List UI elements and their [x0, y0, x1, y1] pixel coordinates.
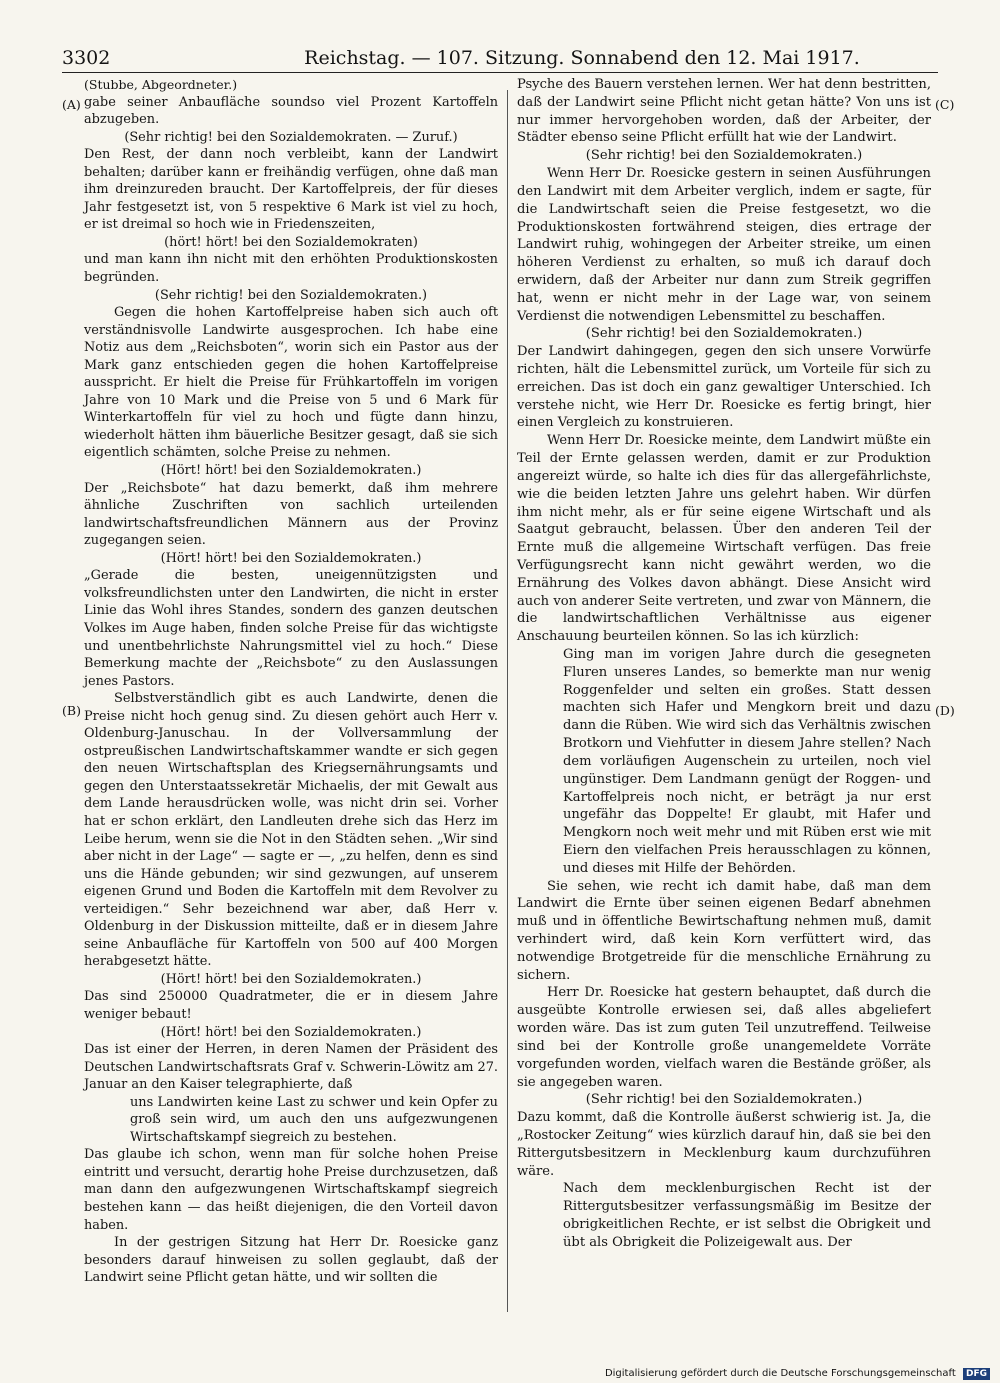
footer-text: Digitalisierung gefördert durch die Deutsche Forschungsgemeinschaft: [604, 1368, 956, 1379]
page-title: Reichstag. — 107. Sitzung. Sonnabend den 12. Mai 1917.: [304, 47, 860, 69]
paragraph: gabe seiner Anbaufläche soundso viel Prozent Kartoffeln abzugeben.: [84, 94, 498, 128]
paragraph: und man kann ihn nicht mit den erhöhten Produktionskosten begründen.: [84, 252, 498, 286]
paragraph: Psyche des Bauern verstehen lernen. Wer hat denn bestritten, daß der Landwirt seine Pflicht nicht getan hätte? Von uns ist nur immer hervorgehoben worden, daß der Arbeiter, der Städter ebenso seine Pflicht erfüllt hat wie der Landwirt.: [517, 77, 931, 146]
paragraph: Selbstverständlich gibt es auch Landwirte, denen die Preise nicht hoch genug sind. Zu diesen gehört auch Herr v. Oldenburg-Januschau. In der Vollversammlung der ostpreußischen Landwirtschaftskammer wandte er sich gegen den neuen Wirtschaftsplan des Kriegsernährungsamts und gegen den Unterstaatssekretär Michaelis, der mit Gewalt aus dem Lande herausdrücken wolle, was nicht drin sei. Vorher hat er schon erklärt, den Landleuten drehe sich das Herz im Leibe herum, wenn sie die Not in den Städten sehen. „Wir sind aber nicht in der Lage“ — sagte er —, „zu helfen, denn es sind uns die Hände gebunden; wir sind gezwungen, auf unserem eigenen Grund und Boden die Kartoffeln mit dem Revolver zu verteidigen.“ Sehr bezeichnend war aber, daß Herr v. Oldenburg in der Diskussion mitteilte, daß er in diesem Jahre seine Anbaufläche für Kartoffeln von 500 auf 400 Morgen herabgesetzt hätte.: [84, 691, 498, 970]
paragraph: (Hört! hört! bei den Sozialdemokraten.): [160, 971, 422, 987]
footer-credit: [560, 1368, 990, 1380]
paragraph: Der Landwirt dahingegen, gegen den sich unsere Vorwürfe richten, hält die Lebensmittel zurück, um Vorteile für sich zu erreichen. Das ist doch ein ganz gewaltiger Unterschied. Ich verstehe nicht, wie Herr Dr. Roesicke es fertig bringt, hier einen Vergleich zu konstruieren.: [517, 344, 931, 431]
paragraph: (Sehr richtig! bei den Sozialdemokraten. — Zuruf.): [124, 129, 458, 145]
dfg-logo: DFG: [963, 1368, 990, 1380]
margin-mark-b: (B): [62, 703, 81, 718]
paragraph: Herr Dr. Roesicke hat gestern behauptet, daß durch die ausgeübte Kontrolle erwiesen sei, daß alles abgeliefert worden wäre. Das ist zum guten Teil unzutreffend. Teilweise sind bei der Kontrolle große unangemeldete Vorräte vorgefunden worden, vielfach waren die Bestände größer, als sie angegeben waren.: [517, 985, 931, 1090]
margin-mark-c: (C): [935, 97, 955, 112]
margin-mark-d: (D): [935, 703, 955, 718]
paragraph: Sie sehen, wie recht ich damit habe, daß man dem Landwirt die Ernte über seinen eigenen Bedarf abnehmen muß und in öffentliche Bewirtschaftung nehmen muß, damit verhindert wird, daß kein Korn verfüttert wird, das notwendige Brotgetreide für die menschliche Ernährung zu sichern.: [517, 878, 931, 983]
paragraph: uns Landwirten keine Last zu schwer und kein Opfer zu groß sein wird, um auch den uns aufgezwungenen Wirtschaftskampf siegreich zu bestehen.: [130, 1094, 498, 1145]
paragraph: Das ist einer der Herren, in deren Namen der Präsident des Deutschen Landwirtschaftsrats Graf v. Schwerin-Löwitz am 27. Januar an den Kaiser telegraphierte, daß: [84, 1042, 499, 1093]
paragraph: Der „Reichsbote“ hat dazu bemerkt, daß ihm mehrere ähnliche Zuschriften von sachlich urteilenden landwirtschaftsfreundlichen Männern aus der Provinz zugegangen seien.: [84, 480, 498, 549]
paragraph: Gegen die hohen Kartoffelpreise haben sich auch oft verständnisvolle Landwirte ausgesprochen. Ich habe eine Notiz aus dem „Reichsboten“, worin sich ein Pastor aus der Mark ganz entschieden gegen die hohen Kartoffelpreise ausspricht. Er hielt die Preise für Frühkartoffeln im vorigen Jahre von 10 Mark und die Preise von 5 und 6 Mark für Winterkartoffeln für viel zu hoch und fügte dann hinzu, wiederholt hätten ihm bäuerliche Besitzer gesagt, daß sie sich eigentlich schämten, solche Preise zu nehmen.: [84, 305, 498, 461]
paragraph: Nach dem mecklenburgischen Recht ist der Rittergutsbesitzer verfassungsmäßig im Besitze der obrigkeitlichen Rechte, er ist selbst die Obrigkeit und übt als Obrigkeit die Polizeigewalt aus. Der: [563, 1181, 931, 1250]
paragraph: „Gerade die besten, uneigennützigsten und volksfreundlichsten unter den Landwirten, die nicht in erster Linie das Wohl ihres Standes, sondern des ganzen deutschen Volkes im Auge haben, finden solche Preise für das wichtigste und unentbehrlichste Nahrungsmittel viel zu hoch.“ Diese Bemerkung machte der „Reichsbote“ zu den Auslassungen jenes Pastors.: [84, 568, 498, 689]
paragraph: Ging man im vorigen Jahre durch die gesegneten Fluren unseres Landes, so bemerkte man nur wenig Roggenfelder und selten ein großes. Statt dessen machten sich Hafer und Mengkorn breit und dazu dann die Rüben. Wie wird sich das Verhältnis zwischen Brotkorn und Viehfutter in diesem Jahre stellen? Nach dem vorläufigen Augenschein zu urteilen, noch viel ungünstiger. Dem Landmann genügt der Roggen- und Kartoffelpreis noch nicht, er beträgt ja nur erst ungefähr das Doppelte! Er glaubt, mit Hafer und Mengkorn noch weit mehr und mit Rüben erst wie mit Eiern den vielfachen Preis herausschlagen zu können, und dieses mit Hilfe der Behörden.: [563, 647, 931, 876]
paragraph: (Sehr richtig! bei den Sozialdemokraten.): [154, 287, 428, 303]
paragraph: (Hört! hört! bei den Sozialdemokraten.): [160, 1024, 422, 1040]
header-rule: [62, 72, 938, 73]
left-column: [84, 76, 498, 1287]
margin-mark-a: (A): [62, 97, 81, 112]
paragraph: Das sind 250000 Quadratmeter, die er in diesem Jahre weniger bebaut!: [84, 989, 498, 1022]
page-number: 3302: [62, 47, 111, 69]
page-header: [62, 44, 938, 72]
paragraph: (Hört! hört! bei den Sozialdemokraten.): [160, 463, 422, 479]
paragraph: (Sehr richtig! bei den Sozialdemokraten.): [585, 148, 863, 164]
paragraph: (Sehr richtig! bei den Sozialdemokraten.): [585, 326, 863, 342]
paragraph: Wenn Herr Dr. Roesicke meinte, dem Landwirt müßte ein Teil der Ernte gelassen werden, damit er zur Produktion angereizt würde, so halte ich dies für das allergefährlichste, wie die beiden letzten Jahre uns gelehrt haben. Wir dürfen ihm nicht mehr, als er für seine eigene Wirtschaft und als Saatgut gebraucht, belassen. Über den anderen Teil der Ernte muß die allgemeine Wirtschaft verfügen. Das freie Verfügungsrecht kann nicht gewährt werden, wo die Ernährung des Volkes davon abhängt. Diese Ansicht wird auch von anderer Seite vertreten, und zwar von Männern, die die landwirtschaftlichen Verhältnisse aus eigener Anschauung beurteilen können. So las ich kürzlich:: [517, 433, 931, 645]
paragraph: Dazu kommt, daß die Kontrolle äußerst schwierig ist. Ja, die „Rostocker Zeitung“ wies kürzlich darauf hin, daß sie bei den Rittergutsbesitzern in Mecklenburg kaum durchzuführen wäre.: [517, 1110, 931, 1179]
right-column: [517, 76, 931, 1252]
paragraph: (Hört! hört! bei den Sozialdemokraten.): [160, 550, 422, 566]
paragraph: (Sehr richtig! bei den Sozialdemokraten.): [585, 1092, 863, 1108]
column-divider: [507, 90, 508, 1312]
paragraph: Wenn Herr Dr. Roesicke gestern in seinen Ausführungen den Landwirt mit dem Arbeiter verglich, indem er sagte, für die Landwirtschaft seien die Preise festgesetzt, wo die Produktionskosten fortwährend steigen, dies ertrage der Landwirt ruhig, wohingegen der Arbeiter streike, um einen höheren Verdienst zu erhalten, so muß ich darauf doch erwidern, daß der Arbeiter nur dann zum Streik gegriffen hat, wenn er nicht mehr in der Lage war, von seinem Verdienst die notwendigen Lebensmittel zu beschaffen.: [517, 166, 931, 324]
paragraph: Das glaube ich schon, wenn man für solche hohen Preise eintritt und versucht, derartig hohe Preise durchzusetzen, daß man dann den aufgezwungenen Wirtschaftskampf siegreich bestehen kann — das heißt diejenigen, die den Vorteil davon haben.: [84, 1147, 498, 1233]
paragraph: (hört! hört! bei den Sozialdemokraten): [164, 234, 418, 250]
paragraph: In der gestrigen Sitzung hat Herr Dr. Roesicke ganz besonders darauf hinweisen zu sollen geglaubt, daß der Landwirt seine Pflicht getan hätte, und wir sollten die: [84, 1235, 498, 1286]
paragraph: (Stubbe, Abgeordneter.): [84, 77, 238, 92]
paragraph: Den Rest, der dann noch verbleibt, kann der Landwirt behalten; darüber kann er freihändig verfügen, ohne daß man ihm dreinzureden braucht. Der Kartoffelpreis, der für dieses Jahr festgesetzt ist, von 5 respektive 6 Mark ist viel zu hoch, er ist dreimal so hoch wie in Friedenszeiten,: [84, 147, 498, 233]
